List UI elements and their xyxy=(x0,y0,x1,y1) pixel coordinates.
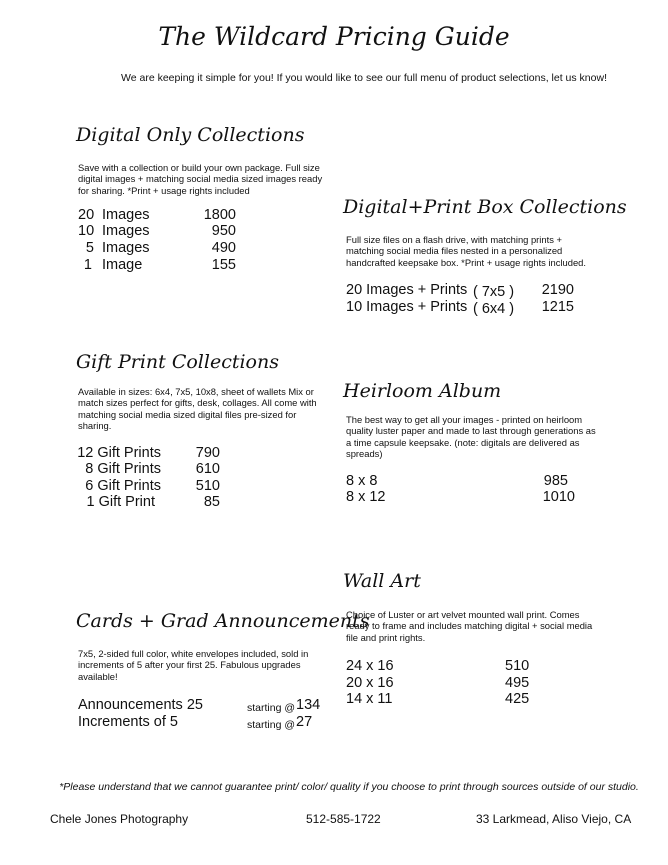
row-price: 85 xyxy=(203,494,220,510)
row-label: 1 Gift Print xyxy=(86,494,155,510)
row-price: 155 xyxy=(211,257,236,273)
row-price: 495 xyxy=(505,675,530,691)
wall-art-desc: Choice of Luster or art velvet mounted wall print. Comes ready to frame and includes matching digital + social media file and print rights. xyxy=(346,609,593,643)
row-price: 950 xyxy=(211,223,236,239)
row-price: 510 xyxy=(505,658,530,674)
row-price: 985 xyxy=(543,473,568,489)
digital-print-desc: Full size files on a flash drive, with matching prints + matching social media files nested in a personalized handcrafted keepsake box. *Print + usage rights included. xyxy=(346,234,586,268)
heirloom-heading: Heirloom Album xyxy=(343,380,502,402)
row-qty: 1 xyxy=(83,257,92,273)
row-qty: 20 xyxy=(78,207,95,223)
row-price: 790 xyxy=(195,445,220,461)
row-label: Images xyxy=(102,240,150,256)
row-label: 8 x 8 xyxy=(346,473,378,489)
gift-print-desc: Available in sizes: 6x4, 7x5, 10x8, sheet of wallets Mix or match sizes perfect for gifts, desk, collages. All come with matching social media sized digital files pre-sized for sharing. xyxy=(78,386,317,432)
gift-print-heading: Gift Print Collections xyxy=(76,351,279,373)
digital-only-desc: Save with a collection or build your own package. Full size digital images + matching social media sized images ready for sharing. *Print + usage rights included xyxy=(78,162,323,196)
row-label: 20 Images + Prints xyxy=(346,282,468,298)
row-price: 490 xyxy=(211,240,236,256)
row-price: 425 xyxy=(505,691,530,707)
page-title: The Wildcard Pricing Guide xyxy=(158,22,510,51)
wall-art-heading: Wall Art xyxy=(343,570,421,592)
row-price: 610 xyxy=(195,461,220,477)
row-label: 12 Gift Prints xyxy=(77,445,161,461)
footer-phone: 512-585-1722 xyxy=(306,812,381,826)
row-prefix: starting @ xyxy=(247,719,296,731)
row-price: 1010 xyxy=(542,489,575,505)
intro-text: We are keeping it simple for you! If you would like to see our full menu of product selections, let us know! xyxy=(121,72,607,84)
row-label: 10 Images + Prints xyxy=(346,299,468,315)
row-label: 6 Gift Prints xyxy=(85,478,161,494)
cards-heading: Cards + Grad Announcements xyxy=(76,610,370,632)
row-label: Images xyxy=(102,207,150,223)
disclaimer-note: *Please understand that we cannot guarantee print/ color/ quality if you choose to print through sources outside of our studio. xyxy=(59,781,639,793)
row-label: 14 x 11 xyxy=(346,691,393,707)
row-label: Increments of 5 xyxy=(78,714,178,730)
row-qty: 10 xyxy=(78,223,95,239)
row-label: 8 Gift Prints xyxy=(85,461,161,477)
row-prefix: starting @ xyxy=(247,702,296,714)
footer-address: 33 Larkmead, Aliso Viejo, CA xyxy=(476,812,632,826)
row-price: 1800 xyxy=(203,207,236,223)
row-price: 1215 xyxy=(541,299,574,315)
row-qty: 5 xyxy=(85,240,94,256)
cards-desc: 7x5, 2-sided full color, white envelopes included, sold in increments of 5 after your first 25. Fabulous upgrades available! xyxy=(78,648,309,682)
digital-print-heading: Digital+Print Box Collections xyxy=(343,196,627,218)
heirloom-desc: The best way to get all your images - printed on heirloom quality luster paper and made to last through generations as a time capsule keepsake. (note: digitals are delivered as spreads) xyxy=(346,414,596,460)
row-label: Images xyxy=(102,223,150,239)
row-label: Image xyxy=(102,257,143,273)
row-size: ( 7x5 ) xyxy=(473,284,515,300)
digital-only-heading: Digital Only Collections xyxy=(76,124,305,146)
row-label: 20 x 16 xyxy=(346,675,394,691)
row-price: 510 xyxy=(195,478,220,494)
row-price: 134 xyxy=(296,697,321,713)
row-price: 2190 xyxy=(541,282,574,298)
footer-business: Chele Jones Photography xyxy=(50,812,189,826)
row-label: 24 x 16 xyxy=(346,658,394,674)
row-price: 27 xyxy=(296,714,313,730)
row-label: 8 x 12 xyxy=(346,489,386,505)
row-label: Announcements 25 xyxy=(78,697,203,713)
row-size: ( 6x4 ) xyxy=(473,301,515,317)
